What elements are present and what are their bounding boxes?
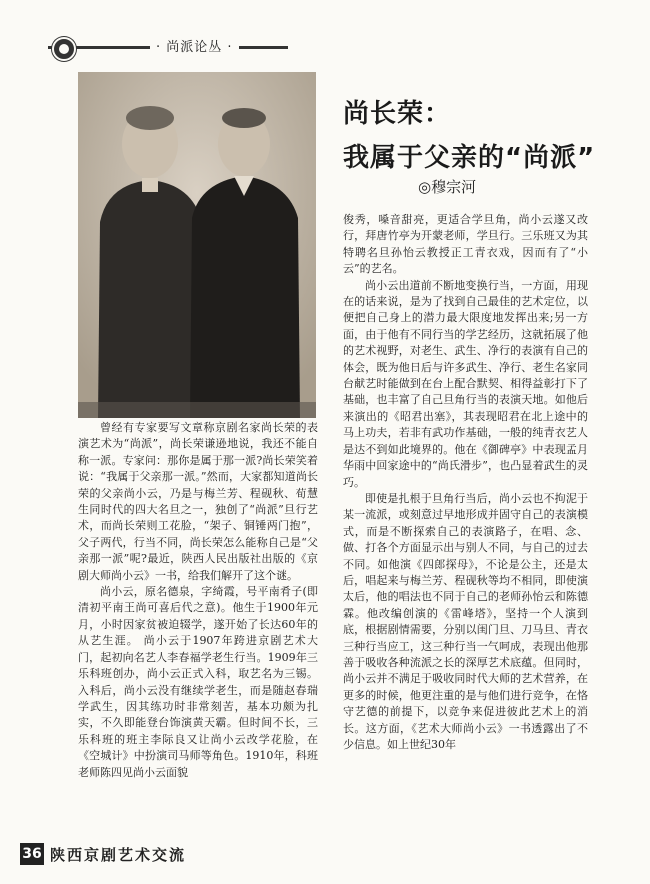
author-byline: ◎穆宗河 bbox=[418, 178, 477, 196]
photo bbox=[78, 72, 316, 418]
title-line-1: 尚长荣： bbox=[343, 99, 452, 129]
paragraph: 尚小云，原名德泉，字绮霞，号平南肴子(即清初平南王尚可喜后代之意)。他生于1900年元月，小时因家贫被迫辍学，遂开始了长达60年的从艺生涯。 尚小云于1907年跨进京剧艺术大门，起初向名艺人李春福学老生行当。1909年三乐科班创办，尚小云正式入科，取艺名为三锡。入科后，尚小云没有继续学老生，而是随赵春瑞学武生，因其练功时非常刻苦，基本功颇为扎实，不久即能登台饰演黄天霸。但时间不长，三乐科班的班主李际良又让尚小云改学花脸，在《空城计》中扮演司马师等角色。1910年，科班老师陈四见尚小云面貌 bbox=[78, 585, 318, 779]
paragraph: 曾经有专家要写文章称京剧名家尚长荣的表演艺术为“尚派”，尚长荣谦逊地说，我还不能自称一派。专家问：那你是属于那一派?尚长荣笑着说：“我属于父亲那一派。”然而，大家都知道尚长荣的父亲尚小云，乃是与梅兰芳、程砚秋、荀慧生同时代的四大名旦之一，独创了“尚派”旦行艺术，而尚长荣则工花脸，“架子、铜锤两门抱”，父子两代，行当不同，尚长荣怎么能称自己是“父亲那一派”呢?最近，陕西人民出版社出版的《京剧大师尚小云》一书，给我们解开了这个谜。 bbox=[78, 421, 318, 582]
section-label: · 尚派论丛 · bbox=[150, 36, 239, 55]
page-number: 36 bbox=[20, 843, 44, 865]
paragraph: 即使是扎根于旦角行当后，尚小云也不拘泥于某一流派，或刻意过早地形成并固守自己的表演模式，而是不断探索自己的表演路子，在唱、念、做、打各个方面显示出与别人不同，与自己的过去不同。如他演《四郎探母》，不论是公主，还是太后，唱起来与梅兰芳、程砚秋等均不相同，即使演太后，他的唱法也不同于自己的老师孙怡云和陈德霖。他改编创演的《雷峰塔》，坚持一个人演到底，根据剧情需要，分别以闺门旦、刀马旦、青衣三种行当应工，这三种行当一气呵成，表现出他那善于吸收各种流派之长的深厚艺术底蕴。但同时，尚小云并不满足于吸收同时代大师的艺术营养，在更多的时候，他更注重的是与他们进行竞争，在恪守艺德的前提下，以竞争来促进彼此艺术上的消长。这方面，《艺术大师尚小云》一书透露出了不少信息。如上世纪30年 bbox=[343, 491, 588, 751]
title-line-2: 我属于父亲的“尚派” bbox=[343, 143, 596, 173]
right-person-body bbox=[190, 176, 300, 418]
article-title bbox=[343, 92, 633, 180]
left-person-body bbox=[98, 180, 204, 418]
paragraph: 尚小云出道前不断地变换行当，一方面，用现在的话来说，是为了找到自己最佳的艺术定位，以便把自己身上的潜力最大限度地发挥出来;另一方面，由于他有不同行当的学艺经历，这就拓展了他的艺术视野，对老生、武生、净行的表演有自己的体会，既为他日后与许多武生、净行、老生名家同台献艺时能做到在台上配合默契、相得益彰打下了基础，也丰富了自己旦角行当的表演天地。如他后来演出的《昭君出塞》，其表现昭君在北上途中的马上功夫，若非有武功作基础，一般的纯青衣艺人是达不到如此境界的。他在《御碑亭》中表现孟月华雨中回家途中的“尚氏滑步”，也凸显着武生的灵巧。 bbox=[343, 278, 588, 489]
paragraph: 俊秀，嗓音甜亮，更适合学旦角，尚小云遂又改行，拜唐竹亭为开蒙老师，学旦行。三乐班又为其特聘名旦孙怡云教授正工青衣戏，因而有了“小云”的艺名。 bbox=[343, 213, 588, 276]
section-header bbox=[0, 36, 330, 60]
right-column bbox=[343, 212, 588, 753]
portrait-photo bbox=[78, 72, 316, 418]
left-column bbox=[78, 420, 318, 781]
journal-name: 陕西京剧艺术交流 bbox=[50, 846, 187, 864]
ornament-icon bbox=[52, 37, 76, 61]
